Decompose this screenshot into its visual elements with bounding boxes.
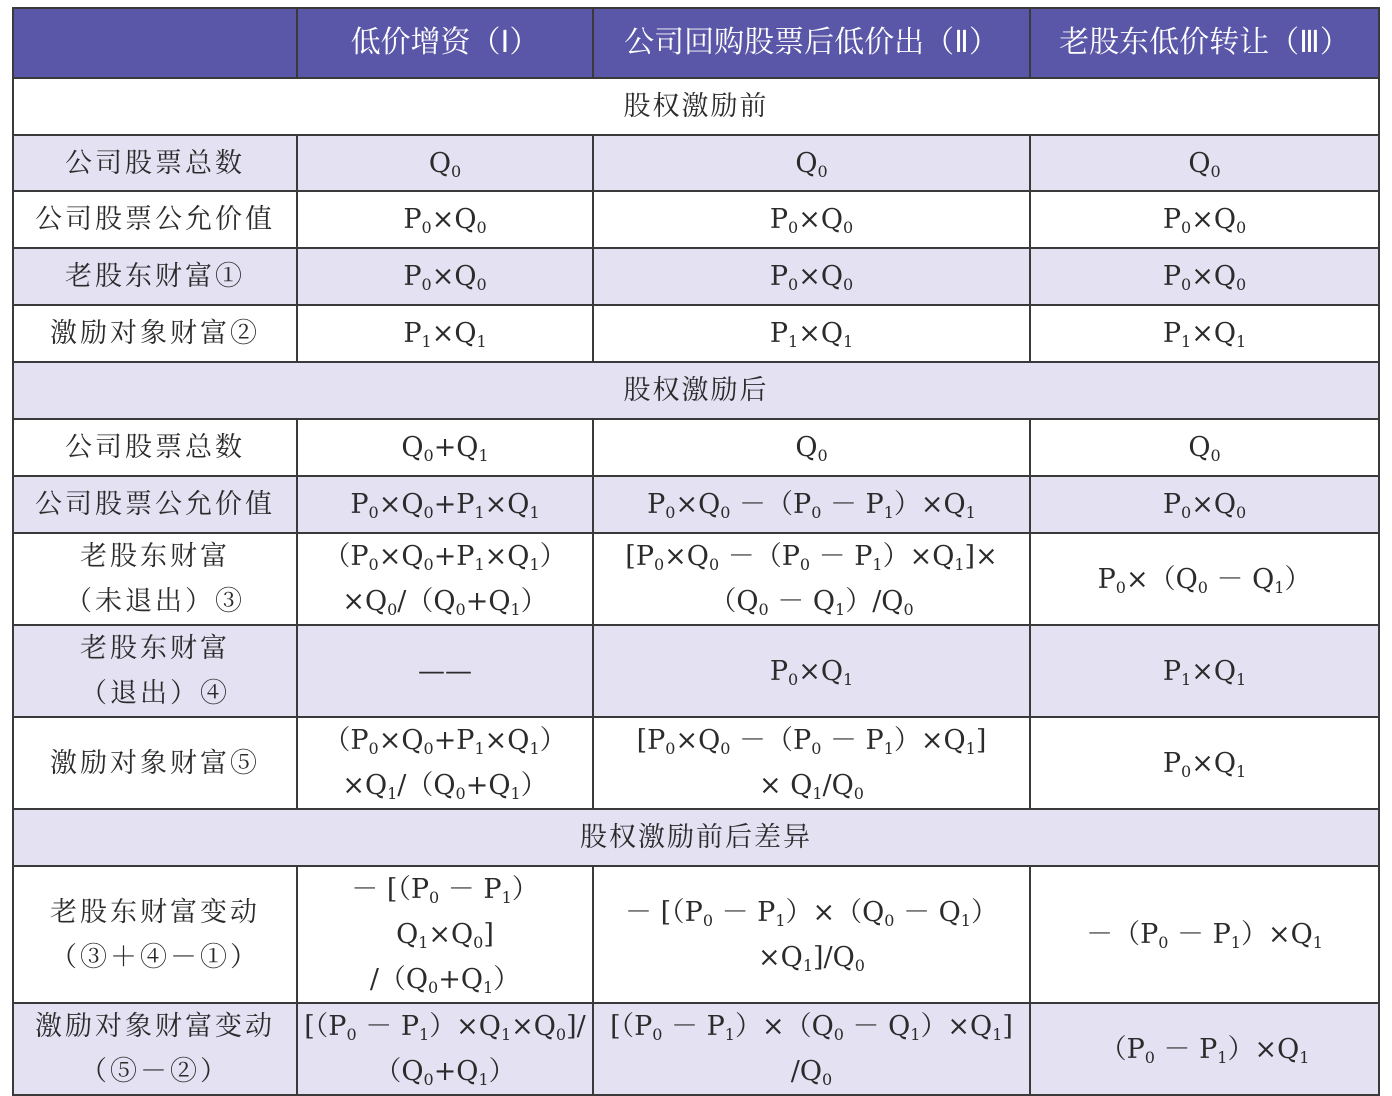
section-row (13, 78, 1379, 135)
row-label (13, 135, 297, 191)
row-label-line: （退出）④ (80, 678, 230, 709)
formula-line: $P_1\times Q_1$ (403, 318, 487, 351)
formula-line: $Q_0$ (1188, 432, 1221, 465)
formula-line: $P_0\times Q_0$ (769, 204, 854, 237)
row-label-line: 激励对象财富⑤ (50, 747, 260, 779)
table-row (13, 419, 1379, 476)
formula-line: $(Q_0 - Q_1)/Q_0$ (709, 586, 914, 619)
formula-line: $[P_0\times Q_0 -(P_0 - P_1)\times Q_1]\times$ (625, 541, 998, 574)
table-cell (297, 866, 593, 1003)
table-cell (1030, 717, 1379, 809)
formula-line: $\times Q_1/(Q_0+Q_1)$ (342, 770, 548, 803)
header-col-3: 老股东低价转让（Ⅲ） (1030, 8, 1379, 78)
table-cell (1030, 533, 1379, 625)
formula-line: $[P_0\times Q_0 -(P_0 - P_1)\times Q_1]$ (636, 725, 987, 758)
section-row (13, 362, 1379, 419)
formula-line: $P_0\times(Q_0 - Q_1)$ (1097, 563, 1312, 597)
table-cell (297, 305, 593, 362)
table-row (13, 248, 1379, 305)
table-cell (297, 248, 593, 305)
formula-line: $P_0\times Q_0+P_1\times Q_1$ (350, 489, 540, 522)
table-cell (1030, 248, 1379, 305)
row-label-line: （未退出）③ (65, 586, 245, 617)
row-label (13, 191, 297, 248)
formula-line: × $Q_1/Q_0$ (759, 770, 864, 803)
table-cell (297, 625, 593, 717)
table-cell (297, 533, 593, 625)
table-cell (1030, 191, 1379, 248)
table-row (13, 1003, 1379, 1095)
table-cell (593, 866, 1030, 1003)
formula-line: $P_0\times Q_0$ (1162, 261, 1247, 294)
row-label (13, 476, 297, 533)
table-cell (593, 476, 1030, 533)
table-cell (593, 533, 1030, 625)
table-row (13, 533, 1379, 625)
row-label (13, 419, 297, 476)
formula-line: － $[(P_0 - P_1)Q_1\times Q_0]$ (351, 874, 539, 952)
header-corner (13, 8, 297, 78)
header-row (13, 8, 1379, 78)
formula-line: $P_1\times Q_1$ (1162, 655, 1247, 689)
row-label-line: 公司股票总数 (65, 432, 245, 463)
header-col-2: 公司回购股票后低价出（Ⅱ） (593, 8, 1030, 78)
formula-line: $P_0\times Q_0$ (1162, 489, 1247, 522)
formula-line: $P_0\times Q_0 -(P_0 - P_1)\times Q_1$ (647, 489, 976, 522)
formula-line: $Q_0$ (795, 432, 828, 465)
table-row (13, 625, 1379, 717)
table-cell (593, 625, 1030, 717)
formula-line: $(P_0\times Q_0+P_1\times Q_1)$ (323, 541, 567, 574)
formula-line: $/Q_0$ (790, 1056, 833, 1089)
formula-line: $P_0\times Q_0$ (403, 204, 487, 237)
formula-line: $P_0\times Q_0$ (769, 261, 854, 294)
section-title: 股权激励前 (13, 78, 1379, 135)
row-label (13, 625, 297, 717)
table-cell (1030, 625, 1379, 717)
section-title: 股权激励后 (13, 362, 1379, 419)
row-label-line: （③＋④－①） (50, 941, 260, 973)
row-label-line: 老股东财富① (65, 261, 245, 292)
formula-line: $\times Q_1]/Q_0$ (758, 941, 865, 975)
table-cell (593, 248, 1030, 305)
formula-line: $Q_0$ (795, 147, 828, 181)
table-cell (593, 717, 1030, 809)
row-label (13, 533, 297, 625)
formula-line: $Q_0$ (1188, 147, 1221, 181)
table-cell (593, 1003, 1030, 1095)
row-label-line: （⑤－②） (80, 1056, 230, 1087)
formula-line: $/(Q_0+Q_1)$ (369, 964, 521, 997)
row-label-line: 激励对象财富② (50, 318, 260, 349)
table-cell (1030, 866, 1379, 1003)
row-label (13, 1003, 297, 1095)
table-cell (1030, 419, 1379, 476)
row-label-line: 公司股票总数 (65, 147, 245, 179)
header-col-1: 低价增资（Ⅰ） (297, 8, 593, 78)
formula-line: － [$(P_0 - P_1)\times(Q_0 - Q_1)$ (625, 896, 998, 930)
formula-line: $[(P_0 - P_1)\times(Q_0 - Q_1)\times Q_1]$ (610, 1011, 1013, 1044)
table-row (13, 191, 1379, 248)
formula-line: $Q_0$ (428, 147, 462, 181)
table-row (13, 866, 1379, 1003)
formula-line: $P_1\times Q_1$ (1162, 318, 1247, 351)
formula-line: $-(P_0 - P_1)\times Q_1$ (1086, 919, 1323, 952)
table-cell (1030, 1003, 1379, 1095)
row-label (13, 717, 297, 809)
table-cell (297, 717, 593, 809)
table-cell (297, 419, 593, 476)
table-cell (297, 476, 593, 533)
formula-line: $P_0\times Q_1$ (1162, 747, 1247, 781)
formula-line: $P_1\times Q_1$ (769, 318, 854, 351)
table-row (13, 476, 1379, 533)
table-row (13, 717, 1379, 809)
table-cell (1030, 305, 1379, 362)
formula-line: $P_0\times Q_1$ (769, 655, 854, 689)
table-row (13, 305, 1379, 362)
table-cell (297, 191, 593, 248)
row-label (13, 305, 297, 362)
table-cell (297, 1003, 593, 1095)
row-label-line: 激励对象财富变动 (35, 1011, 275, 1042)
formula-line: $P_0\times Q_0$ (403, 261, 487, 294)
table-cell (1030, 476, 1379, 533)
row-label-line: 老股东财富 (80, 541, 230, 572)
table-cell (297, 135, 593, 191)
row-label-line: 公司股票公允价值 (35, 489, 275, 520)
table-cell (593, 305, 1030, 362)
formula-line: —— (418, 655, 472, 687)
row-label-line: 老股东财富变动 (50, 896, 260, 928)
table-cell (593, 191, 1030, 248)
table-cell (593, 419, 1030, 476)
formula-line: $[(P_0 - P_1)\times Q_1\times Q_0]/$ (304, 1011, 586, 1044)
row-label-line: 老股东财富 (80, 633, 230, 664)
formula-line: $(P_0\times Q_0+P_1\times Q_1)$ (323, 725, 567, 758)
section-title: 股权激励前后差异 (13, 809, 1379, 866)
row-label (13, 866, 297, 1003)
formula-line: $(Q_0+Q_1)$ (374, 1056, 516, 1089)
formula-line: $\times Q_0/(Q_0+Q_1)$ (342, 586, 548, 619)
formula-line: $P_0\times Q_0$ (1162, 204, 1247, 237)
row-label (13, 248, 297, 305)
table-cell (593, 135, 1030, 191)
section-row (13, 809, 1379, 866)
incentive-comparison-table (12, 7, 1380, 1096)
row-label-line: 公司股票公允价值 (35, 204, 275, 235)
table-cell (1030, 135, 1379, 191)
formula-line: $(P_0 - P_1)\times Q_1$ (1099, 1033, 1310, 1067)
table-row (13, 135, 1379, 191)
formula-line: $Q_0+Q_1$ (401, 432, 489, 465)
